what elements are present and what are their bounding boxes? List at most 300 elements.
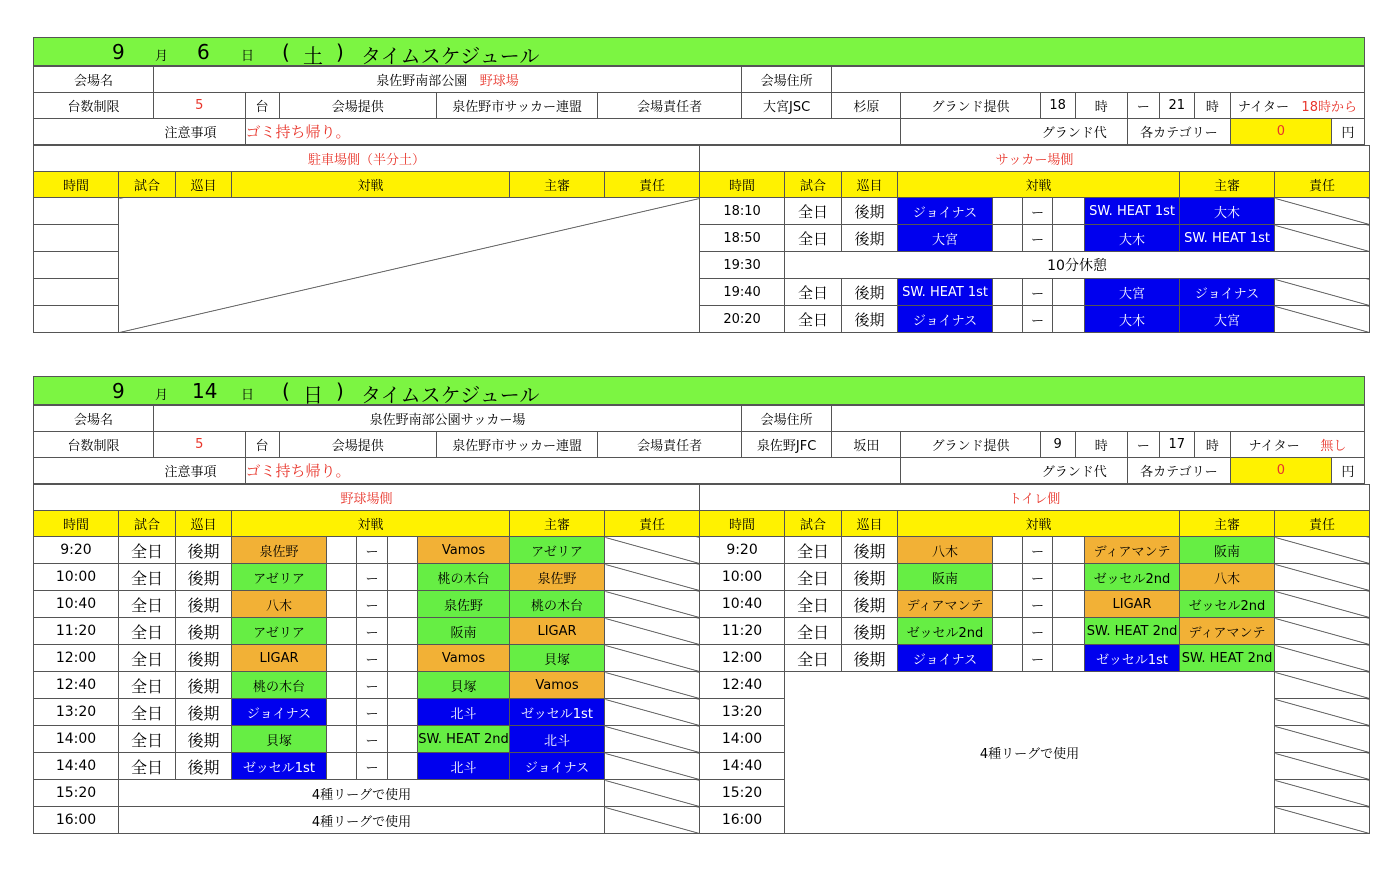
- away-team: 大木: [1085, 306, 1180, 333]
- round-cell: 後期: [176, 591, 232, 618]
- category-label: 各カテゴリー: [1127, 119, 1230, 145]
- note-label: 注意事項: [34, 119, 246, 145]
- home-team: アゼリア: [232, 564, 327, 591]
- round-cell: 後期: [176, 672, 232, 699]
- resp-cell: [605, 699, 700, 726]
- title-label: タイムスケジュール: [361, 383, 540, 407]
- round-cell: 後期: [176, 753, 232, 780]
- ground-start: 9: [1040, 432, 1075, 458]
- header-round: 巡目: [176, 511, 232, 537]
- spacer: [388, 699, 418, 726]
- note-label: 注意事項: [34, 458, 246, 484]
- header-round: 巡目: [176, 172, 232, 198]
- game-cell: 全日: [785, 564, 842, 591]
- time-cell: 14:00: [700, 726, 785, 753]
- header-ref: 主審: [510, 172, 605, 198]
- time-cell: 18:50: [700, 225, 785, 252]
- spacer: [388, 537, 418, 564]
- title-label: タイムスケジュール: [361, 44, 540, 68]
- resp-cell: [1275, 645, 1370, 672]
- game-cell: 全日: [119, 564, 176, 591]
- unused-area: [119, 198, 700, 333]
- header-match: 対戦: [232, 172, 510, 198]
- time-cell: 15:20: [700, 780, 785, 807]
- round-cell: 後期: [842, 198, 898, 225]
- venue-label: 会場名: [34, 67, 154, 93]
- spacer: [1053, 645, 1085, 672]
- league-note: 4種リーグで使用: [119, 780, 605, 807]
- referee: ジョイナス: [510, 753, 605, 780]
- referee: 泉佐野: [510, 564, 605, 591]
- spacer: [327, 699, 357, 726]
- referee: ディアマンテ: [1180, 618, 1275, 645]
- vs-dash: ー: [1023, 225, 1053, 252]
- time-cell: 16:00: [700, 807, 785, 834]
- league-note: 4種リーグで使用: [785, 672, 1275, 834]
- spacer: [1053, 279, 1085, 306]
- vs-dash: ー: [357, 753, 388, 780]
- round-cell: 後期: [842, 279, 898, 306]
- spacer: [1053, 564, 1085, 591]
- spacer: [1053, 591, 1085, 618]
- time-cell: 16:00: [34, 807, 119, 834]
- away-team: SW. HEAT 2nd: [1085, 618, 1180, 645]
- header-ref: 主審: [1180, 511, 1275, 537]
- round-cell: 後期: [842, 537, 898, 564]
- header-game: 試合: [119, 511, 176, 537]
- game-cell: 全日: [119, 672, 176, 699]
- vs-dash: ー: [1023, 564, 1053, 591]
- resp-cell: [1275, 198, 1370, 225]
- spacer: [388, 672, 418, 699]
- spacer: [993, 564, 1023, 591]
- manager-name: 杉原: [832, 93, 901, 119]
- home-team: ゼッセル2nd: [898, 618, 993, 645]
- resp-cell: [1275, 672, 1370, 699]
- address-label: 会場住所: [741, 406, 831, 432]
- resp-cell: [605, 591, 700, 618]
- game-cell: 全日: [119, 699, 176, 726]
- header-time: 時間: [700, 172, 785, 198]
- time-cell: 12:00: [34, 645, 119, 672]
- venue-name: 泉佐野南部公園 野球場: [154, 67, 742, 93]
- home-team: 八木: [232, 591, 327, 618]
- ground-dash: ー: [1127, 432, 1159, 458]
- away-team: 阪南: [418, 618, 510, 645]
- game-cell: 全日: [119, 753, 176, 780]
- resp-cell: [1275, 225, 1370, 252]
- header-ref: 主審: [1180, 172, 1275, 198]
- game-cell: 全日: [119, 618, 176, 645]
- home-team: 阪南: [898, 564, 993, 591]
- vs-dash: ー: [357, 672, 388, 699]
- spacer: [993, 306, 1023, 333]
- title-bar: [33, 37, 1365, 66]
- time-cell: 10:40: [700, 591, 785, 618]
- header-resp: 責任: [1275, 511, 1370, 537]
- round-cell: 後期: [176, 537, 232, 564]
- round-cell: 後期: [176, 618, 232, 645]
- title-month: 9: [112, 379, 125, 403]
- spacer: [388, 645, 418, 672]
- address-label: 会場住所: [741, 67, 831, 93]
- away-team: ゼッセル2nd: [1085, 564, 1180, 591]
- spacer: [1053, 537, 1085, 564]
- time-cell: 11:20: [34, 618, 119, 645]
- game-cell: 全日: [785, 591, 842, 618]
- header-resp: 責任: [605, 511, 700, 537]
- referee: SW. HEAT 1st: [1180, 225, 1275, 252]
- title-day-unit: 日: [241, 49, 255, 64]
- time-cell: 12:40: [34, 672, 119, 699]
- schedule-sep-6: [33, 37, 1365, 333]
- away-team: 大宮: [1085, 279, 1180, 306]
- break-note: 10分休憩: [785, 252, 1370, 279]
- resp-cell: [605, 780, 700, 807]
- spacer: [1053, 198, 1085, 225]
- referee: 北斗: [510, 726, 605, 753]
- time-cell: 9:20: [700, 537, 785, 564]
- away-team: Vamos: [418, 645, 510, 672]
- header-game: 試合: [119, 172, 176, 198]
- time-cell: 14:40: [34, 753, 119, 780]
- vs-dash: ー: [1023, 306, 1053, 333]
- cars-label: 台数制限: [34, 432, 154, 458]
- resp-cell: [1275, 753, 1370, 780]
- away-team: 貝塚: [418, 672, 510, 699]
- venue-name: 泉佐野南部公園サッカー場: [154, 406, 742, 432]
- spacer: [993, 618, 1023, 645]
- away-team: LIGAR: [1085, 591, 1180, 618]
- title-paren-close: ): [336, 379, 344, 403]
- manager-team: 大宮JSC: [741, 93, 831, 119]
- resp-cell: [605, 726, 700, 753]
- round-cell: 後期: [842, 591, 898, 618]
- home-team: LIGAR: [232, 645, 327, 672]
- spacer: [1053, 618, 1085, 645]
- info-table: [33, 66, 1365, 145]
- resp-cell: [1275, 279, 1370, 306]
- header-match: 対戦: [232, 511, 510, 537]
- address-value: [832, 67, 1365, 93]
- round-cell: 後期: [842, 618, 898, 645]
- note-value: ゴミ持ち帰り。: [245, 458, 901, 484]
- spacer: [993, 537, 1023, 564]
- spacer: [388, 564, 418, 591]
- right-side-title: トイレ側: [700, 485, 1370, 511]
- game-cell: 全日: [119, 726, 176, 753]
- referee: ゼッセル2nd: [1180, 591, 1275, 618]
- vs-dash: ー: [1023, 618, 1053, 645]
- round-cell: 後期: [842, 564, 898, 591]
- spacer: [327, 645, 357, 672]
- game-cell: 全日: [785, 225, 842, 252]
- empty-cell: [34, 225, 119, 252]
- time-cell: 12:40: [700, 672, 785, 699]
- spacer: [327, 537, 357, 564]
- round-cell: 後期: [842, 645, 898, 672]
- referee: Vamos: [510, 672, 605, 699]
- header-round: 巡目: [842, 511, 898, 537]
- provider-label: 会場提供: [279, 93, 436, 119]
- manager-label: 会場責任者: [598, 432, 742, 458]
- empty-cell: [34, 279, 119, 306]
- round-cell: 後期: [842, 306, 898, 333]
- header-time: 時間: [34, 511, 119, 537]
- title-day-unit: 日: [241, 388, 255, 403]
- vs-dash: ー: [357, 618, 388, 645]
- spacer: [993, 279, 1023, 306]
- spacer: [327, 564, 357, 591]
- resp-cell: [605, 753, 700, 780]
- schedule-grid: [33, 484, 1370, 834]
- referee: LIGAR: [510, 618, 605, 645]
- away-team: 桃の木台: [418, 564, 510, 591]
- referee: 桃の木台: [510, 591, 605, 618]
- home-team: 大宮: [898, 225, 993, 252]
- home-team: SW. HEAT 1st: [898, 279, 993, 306]
- fee-value: 0: [1230, 458, 1331, 484]
- game-cell: 全日: [785, 618, 842, 645]
- game-cell: 全日: [785, 279, 842, 306]
- spacer: [993, 645, 1023, 672]
- home-team: 八木: [898, 537, 993, 564]
- time-cell: 10:00: [700, 564, 785, 591]
- vs-dash: ー: [357, 591, 388, 618]
- vs-dash: ー: [1023, 591, 1053, 618]
- spacer: [388, 726, 418, 753]
- vs-dash: ー: [357, 726, 388, 753]
- header-resp: 責任: [1275, 172, 1370, 198]
- time-cell: 15:20: [34, 780, 119, 807]
- away-team: 北斗: [418, 699, 510, 726]
- spacer: [388, 618, 418, 645]
- header-match: 対戦: [898, 172, 1180, 198]
- cars-label: 台数制限: [34, 93, 154, 119]
- home-team: 泉佐野: [232, 537, 327, 564]
- vs-dash: ー: [357, 537, 388, 564]
- time-cell: 13:20: [34, 699, 119, 726]
- empty-cell: [34, 252, 119, 279]
- home-team: ジョイナス: [232, 699, 327, 726]
- referee: 大木: [1180, 198, 1275, 225]
- empty-cell: [34, 198, 119, 225]
- manager-team: 泉佐野JFC: [741, 432, 831, 458]
- category-label: 各カテゴリー: [1127, 458, 1230, 484]
- game-cell: 全日: [785, 645, 842, 672]
- title-weekday: 土: [303, 44, 323, 68]
- spacer: [993, 591, 1023, 618]
- away-team: SW. HEAT 1st: [1085, 198, 1180, 225]
- vs-dash: ー: [1023, 645, 1053, 672]
- vs-dash: ー: [357, 645, 388, 672]
- fee-label: グランド代: [901, 119, 1127, 145]
- ground-start: 18: [1040, 93, 1075, 119]
- time-cell: 11:20: [700, 618, 785, 645]
- provider-value: 泉佐野市サッカー連盟: [436, 93, 598, 119]
- resp-cell: [1275, 699, 1370, 726]
- title-paren-close: ): [336, 40, 344, 64]
- manager-name: 坂田: [832, 432, 901, 458]
- header-resp: 責任: [605, 172, 700, 198]
- spacer: [1053, 225, 1085, 252]
- header-time: 時間: [700, 511, 785, 537]
- left-side-title: 野球場側: [34, 485, 700, 511]
- away-team: 北斗: [418, 753, 510, 780]
- title-month-unit: 月: [155, 388, 169, 403]
- title-day: 6: [197, 40, 210, 64]
- time-cell: 10:40: [34, 591, 119, 618]
- game-cell: 全日: [785, 198, 842, 225]
- referee: 大宮: [1180, 306, 1275, 333]
- right-side-title: サッカー場側: [700, 146, 1370, 172]
- time-cell: 19:30: [700, 252, 785, 279]
- referee: 貝塚: [510, 645, 605, 672]
- empty-cell: [34, 306, 119, 333]
- note-value: ゴミ持ち帰り。: [245, 119, 901, 145]
- left-side-title: 駐車場側（半分土）: [34, 146, 700, 172]
- ground-h1: 時: [1075, 93, 1127, 119]
- provider-value: 泉佐野市サッカー連盟: [436, 432, 598, 458]
- header-time: 時間: [34, 172, 119, 198]
- spacer: [388, 591, 418, 618]
- title-month-unit: 月: [155, 49, 169, 64]
- spacer: [327, 672, 357, 699]
- time-cell: 10:00: [34, 564, 119, 591]
- schedule-sep-14: [33, 376, 1365, 834]
- title-day: 14: [192, 379, 218, 403]
- time-cell: 20:20: [700, 306, 785, 333]
- ground-h1: 時: [1075, 432, 1127, 458]
- spacer: [327, 726, 357, 753]
- ground-h2: 時: [1194, 93, 1230, 119]
- time-cell: 18:10: [700, 198, 785, 225]
- cars-unit: 台: [245, 93, 279, 119]
- title-paren-open: (: [282, 379, 290, 403]
- header-round: 巡目: [842, 172, 898, 198]
- header-game: 試合: [785, 511, 842, 537]
- referee: ジョイナス: [1180, 279, 1275, 306]
- fee-value: 0: [1230, 119, 1331, 145]
- ground-label: グランド提供: [901, 93, 1040, 119]
- time-cell: 13:20: [700, 699, 785, 726]
- title-paren-open: (: [282, 40, 290, 64]
- time-cell: 12:00: [700, 645, 785, 672]
- round-cell: 後期: [842, 225, 898, 252]
- spacer: [327, 618, 357, 645]
- away-team: SW. HEAT 2nd: [418, 726, 510, 753]
- game-cell: 全日: [119, 591, 176, 618]
- away-team: ゼッセル1st: [1085, 645, 1180, 672]
- resp-cell: [605, 537, 700, 564]
- provider-label: 会場提供: [279, 432, 436, 458]
- venue-label: 会場名: [34, 406, 154, 432]
- title-bar: [33, 376, 1365, 405]
- vs-dash: ー: [1023, 279, 1053, 306]
- cars-value: 5: [154, 432, 245, 458]
- time-cell: 14:40: [700, 753, 785, 780]
- home-team: 桃の木台: [232, 672, 327, 699]
- night: ナイター 18時から: [1230, 93, 1364, 119]
- home-team: 貝塚: [232, 726, 327, 753]
- referee: アゼリア: [510, 537, 605, 564]
- night: ナイター 無し: [1230, 432, 1364, 458]
- resp-cell: [605, 645, 700, 672]
- round-cell: 後期: [176, 564, 232, 591]
- time-cell: 19:40: [700, 279, 785, 306]
- ground-h2: 時: [1194, 432, 1230, 458]
- fee-unit: 円: [1331, 119, 1364, 145]
- vs-dash: ー: [1023, 198, 1053, 225]
- home-team: ジョイナス: [898, 198, 993, 225]
- vs-dash: ー: [357, 564, 388, 591]
- ground-end: 21: [1159, 93, 1194, 119]
- cars-value: 5: [154, 93, 245, 119]
- spacer: [1053, 306, 1085, 333]
- resp-cell: [1275, 618, 1370, 645]
- vs-dash: ー: [1023, 537, 1053, 564]
- resp-cell: [605, 564, 700, 591]
- league-note: 4種リーグで使用: [119, 807, 605, 834]
- home-team: ゼッセル1st: [232, 753, 327, 780]
- referee: 阪南: [1180, 537, 1275, 564]
- manager-label: 会場責任者: [598, 93, 742, 119]
- resp-cell: [605, 807, 700, 834]
- home-team: アゼリア: [232, 618, 327, 645]
- away-team: ディアマンテ: [1085, 537, 1180, 564]
- vs-dash: ー: [357, 699, 388, 726]
- referee: SW. HEAT 2nd: [1180, 645, 1275, 672]
- home-team: ディアマンテ: [898, 591, 993, 618]
- game-cell: 全日: [785, 306, 842, 333]
- away-team: Vamos: [418, 537, 510, 564]
- schedule-grid: [33, 145, 1370, 333]
- away-team: 大木: [1085, 225, 1180, 252]
- resp-cell: [1275, 591, 1370, 618]
- header-match: 対戦: [898, 511, 1180, 537]
- resp-cell: [1275, 564, 1370, 591]
- title-weekday: 日: [303, 383, 323, 407]
- time-cell: 9:20: [34, 537, 119, 564]
- spacer: [327, 591, 357, 618]
- header-game: 試合: [785, 172, 842, 198]
- home-team: ジョイナス: [898, 306, 993, 333]
- spacer: [993, 225, 1023, 252]
- home-team: ジョイナス: [898, 645, 993, 672]
- resp-cell: [605, 672, 700, 699]
- resp-cell: [1275, 807, 1370, 834]
- round-cell: 後期: [176, 645, 232, 672]
- away-team: 泉佐野: [418, 591, 510, 618]
- resp-cell: [1275, 306, 1370, 333]
- game-cell: 全日: [785, 537, 842, 564]
- title-month: 9: [112, 40, 125, 64]
- ground-dash: ー: [1127, 93, 1159, 119]
- game-cell: 全日: [119, 645, 176, 672]
- resp-cell: [1275, 537, 1370, 564]
- round-cell: 後期: [176, 699, 232, 726]
- game-cell: 全日: [119, 537, 176, 564]
- ground-end: 17: [1159, 432, 1194, 458]
- info-table: [33, 405, 1365, 484]
- venue-sub: 野球場: [479, 74, 519, 89]
- spacer: [388, 753, 418, 780]
- cars-unit: 台: [245, 432, 279, 458]
- spacer: [327, 753, 357, 780]
- round-cell: 後期: [176, 726, 232, 753]
- address-value: [832, 406, 1365, 432]
- fee-unit: 円: [1331, 458, 1364, 484]
